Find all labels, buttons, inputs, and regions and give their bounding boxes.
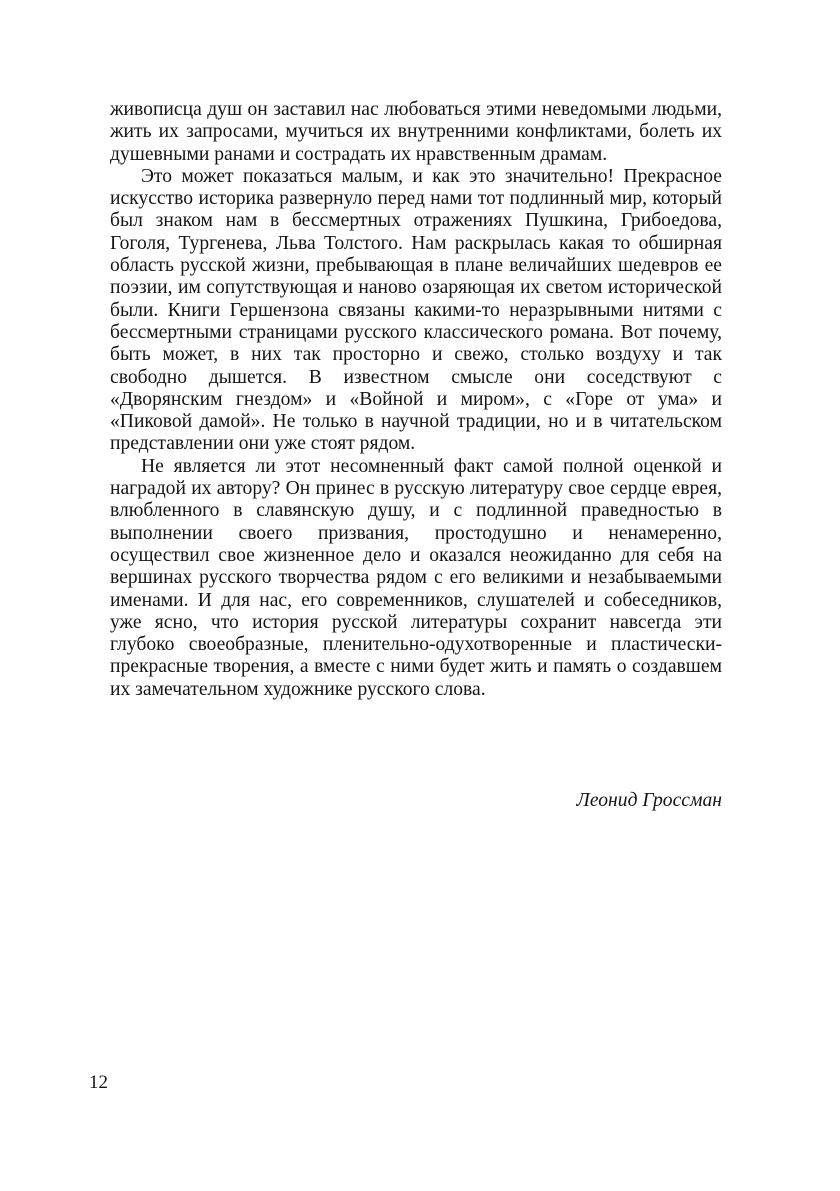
paragraph: Не является ли этот несомненный факт самой полной оценкой и наградой их автору? Он принес в русскую литературу свое сердце еврея, влюбленного в славянскую душу, и с подлинной праведностью в выполнении своего призвания, простодушно и ненамеренно, осуществил свое жизненное дело и оказался неожиданно для себя на вершинах русского творчества рядом с его великими и незабываемыми именами. И для нас, его современников, слушателей и собеседников, уже ясно, что история русской литературы сохранит навсегда эти глубоко своеобразные, пленительно-одухотворенные и пластически-прекрасные творения, а вместе с ними будет жить и память о создавшем их замечательном художнике русского слова. [110,455,722,700]
page-number: 12 [89,1072,108,1093]
paragraph: Это может показаться малым, и как это значительно! Прекрасное искусство историка развернуло перед нами тот подлинный мир, который был знаком нам в бессмертных отражениях Пушкина, Грибоедова, Гоголя, Тургенева, Льва Толстого. Нам раскрылась какая то обширная область русской жизни, пребывающая в плане величайших шедевров ее поэзии, им сопутствующая и наново озаряющая их светом исторической были. Книги Гершензона связаны какими-то неразрывными нитями с бессмертными страницами русского классического романа. Вот почему, быть может, в них так просторно и свежо, столько воздуху и так свободно дышется. В известном смысле они соседствуют с «Дворянским гнездом» и «Войной и миром», с «Горе от ума» и «Пиковой дамой». Не только в научной традиции, но и в читательском представлении они уже стоят рядом. [110,165,722,455]
paragraph-continued: живописца душ он заставил нас любоваться этими неведомыми людьми, жить их запросами, мучиться их внутренними конфликтами, болеть их душевными ранами и сострадать их нравственным драмам. [110,99,722,165]
author-signature: Леонид Гроссман [576,790,722,811]
body-text [110,99,722,701]
